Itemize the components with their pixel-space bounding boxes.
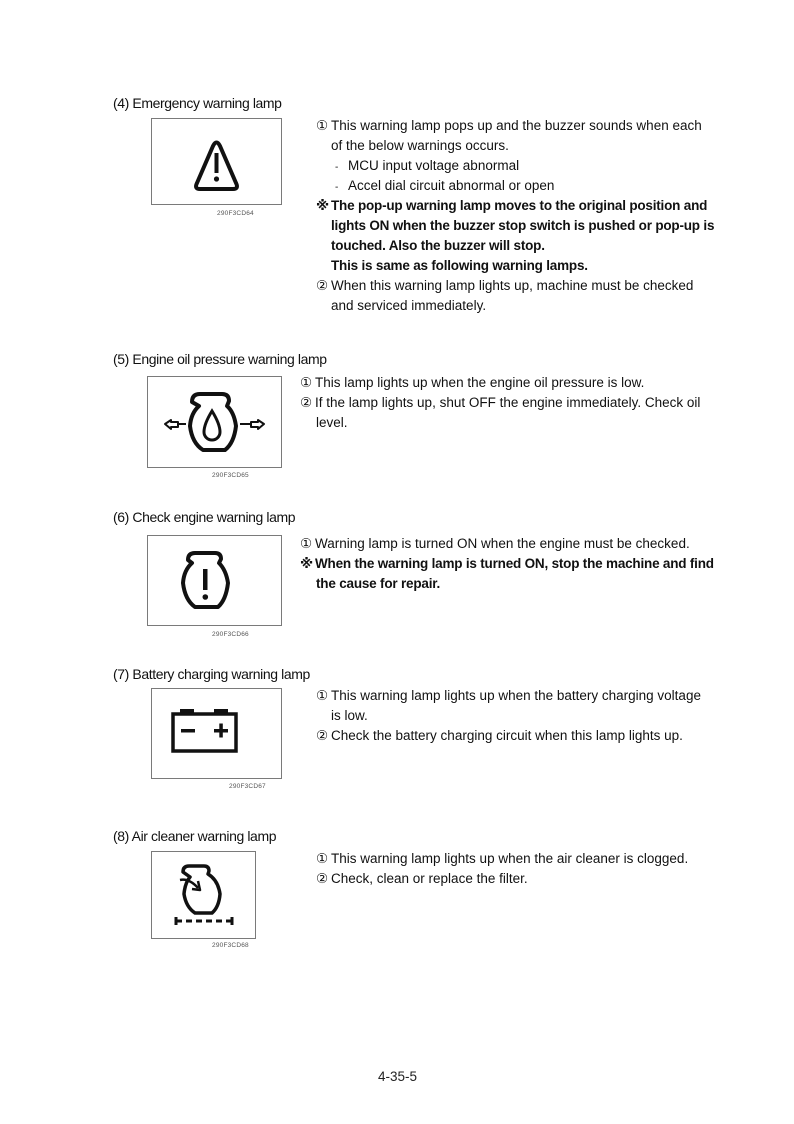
instruction-line: ① Warning lamp is turned ON when the engine must be checked. bbox=[300, 536, 690, 551]
figure-code: 290F3CD65 bbox=[212, 472, 249, 479]
note-line: the cause for repair. bbox=[316, 576, 441, 591]
instruction-line: of the below warnings occurs. bbox=[331, 138, 509, 153]
section-title-engine-oil-pressure: (5) Engine oil pressure warning lamp bbox=[113, 351, 327, 367]
note-line: ※ The pop-up warning lamp moves to the original position and bbox=[316, 198, 708, 213]
emergency-warning-triangle-icon bbox=[151, 118, 282, 205]
instruction-line: ① This warning lamp lights up when the air cleaner is clogged. bbox=[316, 851, 689, 866]
instruction-line: ② When this warning lamp lights up, machine must be checked bbox=[316, 278, 694, 293]
section-title-check-engine: (6) Check engine warning lamp bbox=[113, 509, 296, 525]
check-engine-icon bbox=[147, 535, 282, 626]
instruction-line: level. bbox=[316, 415, 348, 430]
note-line: ※ When the warning lamp is turned ON, stop the machine and find bbox=[300, 556, 714, 571]
figure-code: 290F3CD66 bbox=[212, 631, 249, 638]
instruction-line: ② Check, clean or replace the filter. bbox=[316, 871, 528, 886]
instruction-line: ① This warning lamp lights up when the battery charging voltage bbox=[316, 688, 701, 703]
section-title-air-cleaner: (8) Air cleaner warning lamp bbox=[113, 828, 277, 844]
page-number: 4-35-5 bbox=[378, 1069, 418, 1084]
section-title-battery-charging: (7) Battery charging warning lamp bbox=[113, 666, 310, 682]
figure-code: 290F3CD67 bbox=[229, 783, 266, 790]
engine-oil-pressure-icon bbox=[147, 376, 282, 468]
instruction-line: ① This warning lamp pops up and the buzzer sounds when each bbox=[316, 118, 702, 133]
air-cleaner-icon bbox=[151, 851, 256, 939]
instruction-line: ② If the lamp lights up, shut OFF the engine immediately. Check oil bbox=[300, 395, 701, 410]
figure-code: 290F3CD68 bbox=[212, 942, 249, 949]
note-line: lights ON when the buzzer stop switch is pushed or pop-up is bbox=[331, 218, 715, 233]
section-title-emergency: (4) Emergency warning lamp bbox=[113, 95, 282, 111]
bullet-line: - MCU input voltage abnormal bbox=[335, 158, 520, 173]
note-line: This is same as following warning lamps. bbox=[331, 258, 588, 273]
instruction-line: and serviced immediately. bbox=[331, 298, 487, 313]
instruction-line: is low. bbox=[331, 708, 368, 723]
note-line: touched. Also the buzzer will stop. bbox=[331, 238, 545, 253]
figure-code: 290F3CD64 bbox=[217, 210, 254, 217]
instruction-line: ① This lamp lights up when the engine oil pressure is low. bbox=[300, 375, 645, 390]
instruction-line: ② Check the battery charging circuit when this lamp lights up. bbox=[316, 728, 683, 743]
battery-charging-icon bbox=[151, 688, 282, 779]
bullet-line: - Accel dial circuit abnormal or open bbox=[335, 178, 555, 193]
